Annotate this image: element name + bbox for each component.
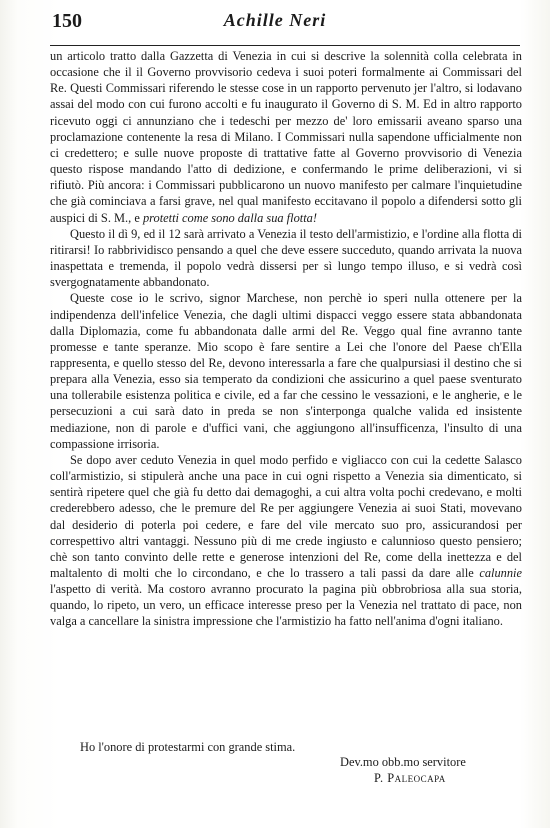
- signature-initial: P.: [374, 771, 384, 785]
- paragraph-1: [50, 48, 522, 226]
- page-header: [0, 10, 550, 40]
- paragraph-4-after: l'aspetto di verità. Ma costoro avranno procurato la pagina più obbrobriosa alla sua storia, quando, lo ripeto, un vero, un efficace interesse preso per la Venezia nel trattato di pace, non valga a cancellare la sinistra impressione che l'armistizio ha fatto nell'anima d'ogni italiano.: [50, 582, 522, 629]
- paragraph-4-italic: calunnie: [479, 566, 522, 580]
- closing-line: Ho l'onore di protestarmi con grande stima.: [80, 740, 296, 754]
- paragraph-2: [50, 226, 522, 291]
- paragraph-3: [50, 290, 522, 452]
- body-text: [50, 48, 522, 630]
- paragraph-2-text: Questo il dì 9, ed il 12 sarà arrivato a Venezia il testo dell'armistizio, e l'ordine alla flotta di ritirarsi! Io rabbrividisco pensando a quel che deve essere succeduto, quando arrivata la nuova inaspettata e tremenda, il popolo vedrà dissersi per sì lungo tempo illuso, e si vedrà così svergognatamente abbandonato.: [50, 226, 522, 290]
- sign-off: Dev.mo obb.mo servitore: [340, 755, 466, 769]
- running-head: Achille Neri: [223, 10, 327, 30]
- paragraph-1-italic: protetti come sono dalla sua flotta!: [142, 210, 317, 225]
- paragraph-4-text: Se dopo aver ceduto Venezia in quel modo perfido e vigliacco con cui la cedette Salasco coll'armistizio, si stipulerà anche una pace in cui ogni rispetto a Venezia sia dimenticato, si sentirà ripetere quel che già fu detto dai demagoghi, a cui altra volta pochi credevano, e molti crederebbero adesso, che le premure del Re per aggiungere Venezia ai suoi Stati, movevano dal desiderio di poterla poi cedere, e fare del vile mercato suo pro, assicurandosi per correspettivo altri vantaggi. Nessuno più di me crede ingiusto e calunnioso questo pensiero; chè son tanto convinto delle rette e generose intenzioni del Re, come della inettezza e del maltalento di molti che lo circondano, e che lo trassero a tali passi da dare alle: [50, 452, 522, 580]
- paragraph-4: [50, 452, 522, 630]
- paragraph-1-text: un articolo tratto dalla Gazzetta di Venezia in cui si descrive la solennità colla celebrata in occasione che il il Governo provvisorio cedeva i suoi poteri formalmente ai Commissari del Re. Questi Commissari riferendo le stesse cose in un rapporto pervenuto jer l'altro, si lodavano assai del modo con cui furono accolti e fu inaugurato il Governo di S. M. Ed in altro rapporto ricevuto oggi ci annunziano che i tedeschi per mezzo de' loro emissarii aveano sparso una proclamazione contenente la resa di Milano. I Commissari nulla sapendone ufficialmente non ci credettero; e sulle nuove proposte di trattative fatte al Governo provvisorio di Venezia questo rispose mandando l'atto di dedizione, e confermando le prime deliberazioni, vi si rifiutò. Più ancora: i Commissari pubblicarono un nuovo manifesto per calmare l'inquietudine che già cominciava a farsi grave, nel qual manifesto eccitavano il popolo a difendersi sotto gli auspici di S. M., e: [50, 49, 522, 225]
- page-number: 150: [52, 10, 82, 32]
- header-rule: [50, 45, 520, 46]
- signature: [374, 771, 446, 786]
- signature-name: Paleocapa: [387, 771, 446, 785]
- paragraph-3-text: Queste cose io le scrivo, signor Marchese, non perchè io speri nulla ottenere per la indipendenza dell'infelice Venezia, che dagli ultimi dispacci veggo essere stata abbandonata dalla Diplomazia, come fu abbandonata dalle armi del Re. Veggo qual fine avranno tante promesse e tante speranze. Mio scopo è fare sentire a Lei che l'onore del Paese ch'Ella rappresenta, e quello stesso del Re, devono interessarla a fare che qualpursiasi il destino che si prepara alla Venezia, esso sia temperato da condizioni che assicurino a quel paese sventurato una tollerabile esistenza politica e civile, ed a far che cessino le vessazioni, e le angherie, e le persecuzioni a cui sarà dato in preda se non s'interponga qualche valida ed insistente mediazione, non di parole e d'uffici vani, che aggiungono all'insufficenza, l'insulto di una compassione irrisoria.: [50, 291, 522, 451]
